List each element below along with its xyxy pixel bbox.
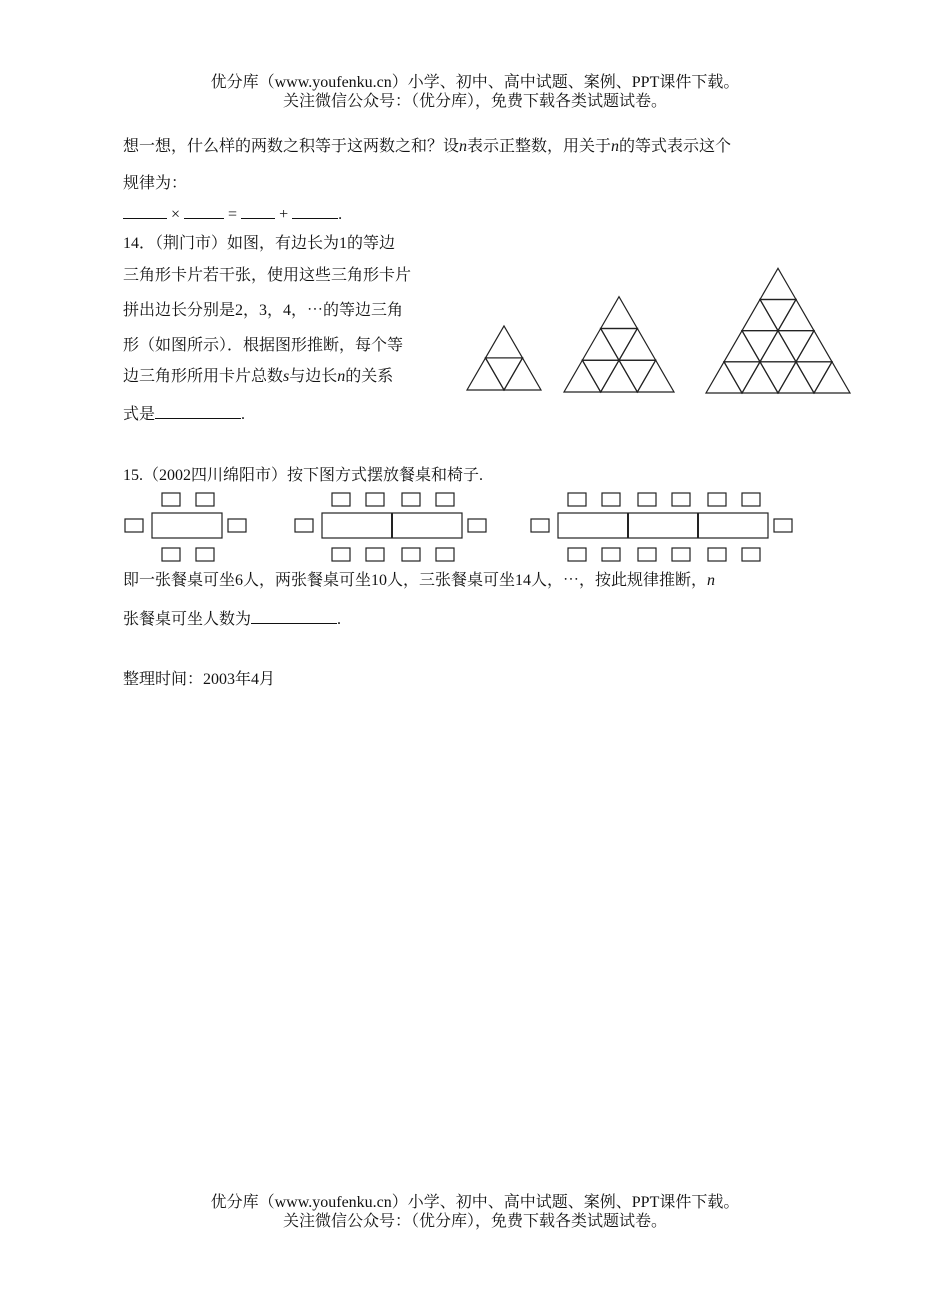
footer-line-2: 关注微信公众号：（优分库），免费下载各类试题试卷。	[282, 1213, 667, 1230]
chair-bottom	[638, 548, 656, 561]
q15-var-n: n	[707, 572, 716, 589]
q13-line-2: 规律为：	[123, 175, 188, 192]
unit-triangle-up	[796, 331, 832, 362]
unit-triangle-up	[778, 362, 814, 393]
q15-end: .	[337, 611, 342, 628]
unit-triangle-down	[778, 331, 814, 362]
unit-triangle-up	[778, 299, 814, 330]
chair-top	[672, 493, 690, 506]
q15-line-1-text: 即一张餐桌可坐6人，两张餐桌可坐10人，三张餐桌可坐14人，⋯，按此规律推断，	[123, 572, 708, 589]
chair-top	[366, 493, 384, 506]
q14-var-n: n	[337, 368, 346, 385]
compile-date: 整理时间：2003年4月	[123, 671, 276, 688]
unit-triangle-down	[619, 360, 656, 392]
unit-triangle-up	[564, 360, 601, 392]
q14-line-5-b: 与边长	[289, 368, 338, 385]
unit-triangle-up	[637, 360, 674, 392]
unit-triangle-down	[760, 362, 796, 393]
chair-left	[295, 519, 313, 532]
q15-line-2	[123, 608, 341, 630]
q14-line-6-text: 式是	[123, 406, 156, 423]
q14-line-5-c: 的关系	[345, 368, 394, 385]
chair-top	[602, 493, 620, 506]
triangle-group-side-4	[706, 268, 850, 393]
table-outline	[152, 513, 222, 538]
chair-bottom	[672, 548, 690, 561]
unit-triangle-up	[601, 297, 638, 329]
plus-sign: +	[279, 206, 289, 223]
q14-line-6	[123, 403, 245, 425]
chair-top	[436, 493, 454, 506]
unit-triangle-up	[760, 268, 796, 299]
chair-bottom	[568, 548, 586, 561]
q13-var-n: n	[459, 138, 468, 155]
unit-triangle-up	[760, 331, 796, 362]
q13-line-1	[123, 137, 731, 157]
q15-title: 15.（2002四川绵阳市）按下图方式摆放餐桌和椅子.	[123, 467, 484, 484]
chair-top	[708, 493, 726, 506]
chair-top	[332, 493, 350, 506]
unit-triangle-down	[601, 328, 638, 360]
chair-bottom	[366, 548, 384, 561]
chair-left	[125, 519, 143, 532]
unit-triangle-down	[796, 362, 832, 393]
chair-bottom	[602, 548, 620, 561]
unit-triangle-down	[760, 299, 796, 330]
table-arrangement-1	[125, 493, 246, 561]
triangle-group-side-3	[564, 297, 674, 392]
footer-line-1: 优分库（www.youfenku.cn）小学、初中、高中试题、案例、PPT课件下载。	[210, 1194, 740, 1211]
unit-triangle-down	[724, 362, 760, 393]
triangle-group-side-2	[467, 326, 541, 390]
table-outline	[558, 513, 768, 538]
q14-line-3: 拼出边长分别是2，3，4，⋯的等边三角	[123, 302, 404, 319]
q14-line-1: 14．（荆门市）如图，有边长为1的等边	[123, 235, 396, 252]
chair-bottom	[742, 548, 760, 561]
q14-answer-blank[interactable]	[155, 403, 241, 419]
table-outline	[322, 513, 462, 538]
q14-end: .	[241, 406, 246, 423]
chair-top	[196, 493, 214, 506]
q14-line-2: 三角形卡片若干张，使用这些三角形卡片	[123, 267, 412, 284]
unit-triangle-up	[504, 358, 541, 390]
equals-sign: =	[228, 206, 238, 223]
answer-blank-2[interactable]	[184, 203, 224, 219]
chair-top	[568, 493, 586, 506]
q14-line-5-a: 边三角形所用卡片总数	[123, 368, 284, 385]
unit-triangle-down	[486, 358, 523, 390]
q15-line-1	[123, 571, 715, 591]
chair-top	[742, 493, 760, 506]
q13-equation	[123, 203, 342, 225]
unit-triangle-up	[724, 331, 760, 362]
unit-triangle-up	[814, 362, 850, 393]
chair-left	[531, 519, 549, 532]
q14-var-s: s	[283, 368, 290, 385]
chair-bottom	[402, 548, 420, 561]
chair-right	[774, 519, 792, 532]
q13-var-n-2: n	[611, 138, 620, 155]
chair-top	[638, 493, 656, 506]
q14-line-5	[123, 367, 393, 387]
answer-blank-1[interactable]	[123, 203, 167, 219]
chair-bottom	[332, 548, 350, 561]
chair-bottom	[196, 548, 214, 561]
chair-top	[402, 493, 420, 506]
table-arrangement-2	[295, 493, 486, 561]
q15-answer-blank[interactable]	[251, 608, 337, 624]
unit-triangle-up	[742, 299, 778, 330]
unit-triangle-up	[601, 360, 638, 392]
q13-text-c: 的等式表示这个	[619, 138, 732, 155]
answer-blank-4[interactable]	[292, 203, 338, 219]
unit-triangle-up	[467, 358, 504, 390]
q15-line-2-text: 张餐桌可坐人数为	[123, 611, 252, 628]
unit-triangle-down	[582, 360, 619, 392]
chair-top	[162, 493, 180, 506]
unit-triangle-up	[742, 362, 778, 393]
unit-triangle-up	[486, 326, 523, 358]
chair-right	[468, 519, 486, 532]
header-line-2: 关注微信公众号：（优分库），免费下载各类试题试卷。	[282, 93, 667, 110]
unit-triangle-up	[706, 362, 742, 393]
times-sign: ×	[171, 206, 181, 223]
unit-triangle-up	[619, 328, 656, 360]
chair-right	[228, 519, 246, 532]
table-arrangement-3	[531, 493, 792, 561]
answer-blank-3[interactable]	[241, 203, 275, 219]
q13-text-b: 表示正整数，用关于	[467, 138, 612, 155]
equation-end: .	[338, 206, 343, 223]
chair-bottom	[436, 548, 454, 561]
q13-text-a: 想一想，什么样的两数之积等于这两数之和？设	[123, 138, 460, 155]
q14-line-4: 形（如图所示）．根据图形推断，每个等	[123, 337, 404, 354]
chair-bottom	[708, 548, 726, 561]
chair-bottom	[162, 548, 180, 561]
unit-triangle-down	[742, 331, 778, 362]
header-line-1: 优分库（www.youfenku.cn）小学、初中、高中试题、案例、PPT课件下载。	[210, 74, 740, 91]
unit-triangle-up	[582, 328, 619, 360]
